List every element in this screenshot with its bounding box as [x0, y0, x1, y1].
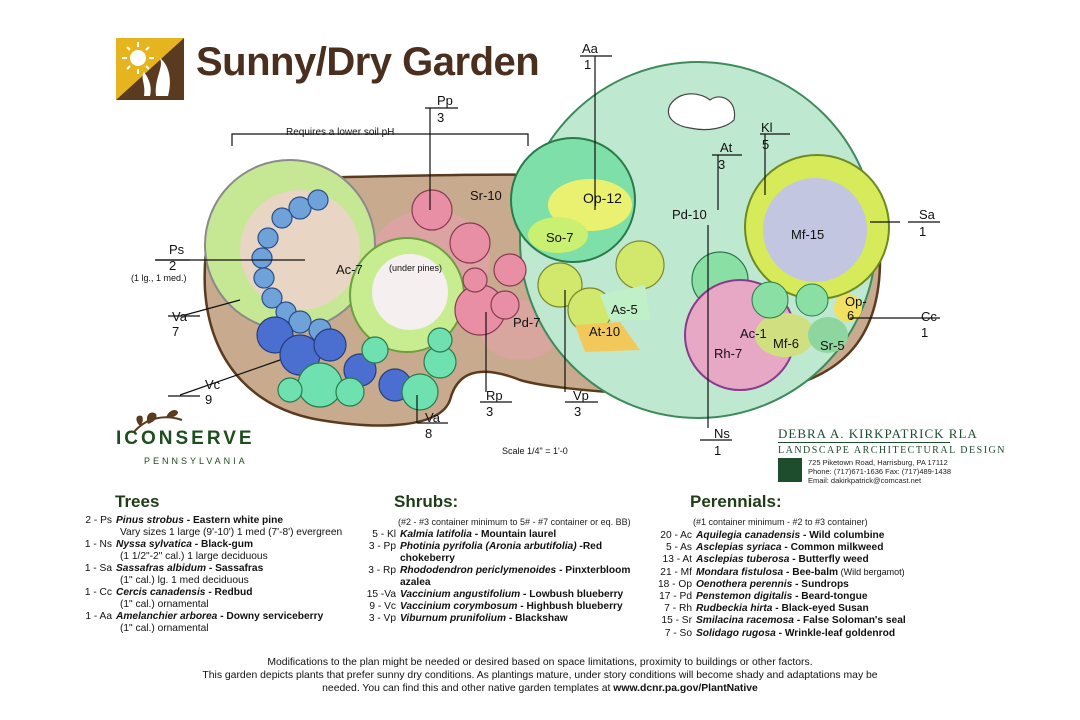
label-ac-1: Ac-1 — [740, 326, 767, 341]
label-ps: Ps — [169, 242, 185, 257]
label-at-10: At-10 — [589, 324, 621, 339]
tree-latin-name: Amelanchier arborea — [116, 611, 218, 622]
label-vp: Vp — [573, 388, 589, 403]
label-op-6: Op- — [845, 294, 867, 309]
label-va: Va — [172, 309, 187, 324]
shrub-common-name: -Red — [576, 541, 603, 552]
label-va-2: Va — [425, 410, 440, 425]
tree-latin-name: Cercis canadensis — [116, 587, 206, 598]
footer-line-1: Modifications to the plan might be needed or desired based on space limitations, proximity to buildings or other factors. — [267, 657, 813, 668]
tree-note: (1" cal.) ornamental — [120, 599, 209, 610]
label-sa-count: 1 — [919, 224, 927, 239]
tree-common-name: - Redbud — [205, 587, 253, 598]
perennial-quantity: 18 - Op — [658, 578, 692, 590]
label-kl-count: 5 — [762, 137, 770, 152]
perennial-latin-name: Mondara fistulosa — [696, 566, 784, 578]
label-rh-7: Rh-7 — [714, 346, 743, 361]
label-at: At — [720, 140, 733, 155]
perennial-quantity: 5 - As — [665, 542, 692, 554]
shrub-row — [362, 541, 602, 553]
perennial-common-name: - Sundrops — [792, 578, 849, 590]
perennial-latin-name: Asclepias tuberosa — [696, 554, 790, 566]
designer-leaf-icon — [778, 458, 802, 482]
label-soil-ph: Requires a lower soil pH — [286, 127, 395, 138]
shrub-common-name: - Highbush blueberry — [517, 601, 623, 612]
shrub-quantity: 3 - Rp — [368, 565, 396, 576]
label-as-5: As-5 — [611, 302, 638, 317]
label-mf-15: Mf-15 — [791, 227, 825, 242]
perennial-common-name: - Common milkweed — [781, 542, 884, 554]
shrub-latin-name: Rhododendron periclymenoides — [400, 565, 557, 576]
perennial-latin-name: Aquilegia canadensis — [696, 530, 801, 541]
perennial-common-name: - Beard-tongue — [792, 591, 868, 602]
tree-row — [78, 515, 283, 527]
label-under-pines: (under pines) — [389, 263, 443, 273]
iconserve-logo: ICONSERVE — [116, 428, 255, 449]
label-sa: Sa — [919, 207, 935, 222]
perennial-common-name: - Wrinkle-leaf goldenrod — [775, 627, 896, 639]
tree-quantity: 2 - Ps — [85, 515, 112, 526]
perennial-row — [658, 553, 869, 566]
shrub-common-name: - Pinxterbloom — [556, 565, 631, 576]
shrub-latin-name: Vaccinium corymbosum — [400, 601, 518, 612]
perennial-latin-name: Solidago rugosa — [696, 627, 776, 639]
tree-quantity: 1 - Sa — [84, 563, 112, 574]
shrub-quantity: 3 - Vp — [368, 613, 396, 624]
perennial-latin-name: Rudbeckia hirta — [696, 603, 773, 615]
shrub-row — [362, 601, 623, 613]
designer-address: 725 Piketown Road, Harrisburg, PA 17112 — [808, 458, 948, 467]
label-ps-count: 2 — [169, 258, 177, 273]
perennial-common-name: - Wild columbine — [800, 530, 885, 541]
shrub-row — [362, 529, 556, 541]
tree-aa-branches — [668, 94, 734, 130]
designer-divider — [778, 442, 950, 443]
iconserve-sub: PENNSYLVANIA — [144, 456, 248, 466]
tree-quantity: 1 - Ns — [84, 539, 112, 550]
perennial-quantity: 15 - Sr — [661, 615, 692, 627]
footer-link[interactable]: www.dcnr.pa.gov/PlantNative — [613, 683, 758, 694]
shrub-quantity: 5 - Kl — [372, 529, 396, 540]
page-title: Sunny/Dry Garden — [196, 40, 540, 84]
designer-phone: Phone: (717)671-1636 Fax: (717)489-1438 — [808, 467, 952, 476]
designer-email: Email: dakirkpatrick@comcast.net — [808, 476, 922, 485]
label-ps-note: (1 lg., 1 med.) — [131, 273, 187, 283]
tree-row — [78, 611, 323, 623]
perennial-latin-name: Penstemon digitalis — [696, 591, 793, 602]
perennial-common-name: - Black-eyed Susan — [772, 603, 869, 615]
shrubs-heading: Shrubs: — [394, 492, 459, 511]
footer-note — [150, 656, 930, 695]
label-at-count: 3 — [718, 157, 726, 172]
perennials-heading: Perennials: — [690, 492, 782, 511]
shrub-row — [362, 613, 568, 625]
shrub-cont: chokeberry — [400, 553, 455, 564]
shrub-quantity: 3 - Pp — [368, 541, 396, 552]
tree-row — [78, 587, 252, 599]
perennial-common-name: - Butterfly weed — [789, 554, 869, 566]
kl-shrub-3 — [796, 284, 828, 316]
tree-note: (1" cal.) ornamental — [120, 623, 209, 634]
tree-latin-name: Nyssa sylvatica — [116, 539, 192, 550]
label-so-7: So-7 — [546, 230, 574, 245]
designer-name: DEBRA A. KIRKPATRICK RLA — [778, 426, 978, 441]
perennial-row — [658, 627, 895, 640]
label-rp: Rp — [486, 388, 503, 403]
perennial-common-name: - Bee-balm — [783, 566, 839, 578]
footer-line-2: This garden depicts plants that prefer sunny dry conditions. As plantings mature, under story conditions will become shady and adaptations may be — [202, 670, 878, 681]
tree-latin-name: Sassafras albidum — [116, 563, 207, 574]
perennial-latin-name: Oenothera perennis — [696, 578, 793, 590]
perennial-quantity: 7 - So — [664, 627, 692, 639]
label-sr-5: Sr-5 — [820, 338, 845, 353]
perennial-extra: (Wild bergamot) — [838, 566, 905, 577]
label-mf-6: Mf-6 — [773, 336, 799, 351]
shrub-latin-name: Kalmia latifolia — [400, 529, 472, 540]
label-va-2-count: 8 — [425, 426, 433, 441]
perennial-latin-name: Asclepias syriaca — [696, 542, 782, 554]
label-vc-count: 9 — [205, 392, 213, 407]
perennial-common-name: - False Soloman's seal — [793, 615, 906, 627]
label-vp-count: 3 — [574, 404, 582, 419]
tree-latin-name: Pinus strobus — [116, 515, 184, 526]
shrub-latin-name: Photinia pyrifolia (Aronia arbutifolia) — [400, 541, 577, 552]
label-sr-10: Sr-10 — [470, 188, 502, 203]
label-cc: Cc — [921, 309, 937, 324]
kl-shrub-2 — [752, 282, 788, 318]
label-pd-10: Pd-10 — [672, 207, 707, 222]
shrub-common-name: - Lowbush blueberry — [520, 589, 624, 600]
label-kl: Kl — [761, 120, 773, 135]
perennial-quantity: 17 - Pd — [659, 591, 692, 602]
tree-quantity: 1 - Cc — [84, 587, 112, 598]
label-aa-count: 1 — [584, 57, 592, 72]
tree-common-name: - Black-gum — [191, 539, 254, 550]
label-cc-count: 1 — [921, 325, 929, 340]
perennial-row — [658, 529, 884, 542]
tree-note: Vary sizes 1 large (9'-10') 1 med (7'-8') evergreen — [120, 527, 343, 538]
label-pd-7: Pd-7 — [513, 315, 541, 330]
tree-common-name: - Eastern white pine — [183, 515, 284, 526]
tree-note: (1" cal.) lg. 1 med deciduous — [120, 575, 249, 586]
label-op-6-count: 6 — [847, 308, 855, 323]
label-op-12: Op-12 — [583, 190, 622, 206]
perennial-row — [658, 541, 883, 554]
perennials-container-note: (#1 container minimum - #2 to #3 container) — [693, 517, 868, 527]
shrub-cont: azalea — [400, 577, 431, 588]
label-pp-count: 3 — [437, 110, 445, 125]
shrub-common-name: - Blackshaw — [506, 613, 568, 624]
label-aa: Aa — [582, 41, 598, 56]
shrub-quantity: 9 - Vc — [369, 601, 396, 612]
label-vc: Vc — [205, 377, 221, 392]
footer-line-3 — [150, 682, 930, 695]
perennial-quantity: 7 - Rh — [664, 603, 692, 615]
perennial-row — [658, 590, 868, 603]
footer-line-3-text: needed. You can find this and other native garden templates at — [322, 683, 614, 694]
designer-title: LANDSCAPE ARCHITECTURAL DESIGN — [778, 445, 1006, 456]
trees-heading: Trees — [115, 492, 160, 511]
tree-row — [78, 539, 253, 551]
tree-common-name: - Downy serviceberry — [217, 611, 324, 622]
tree-row — [78, 563, 263, 575]
label-ns: Ns — [714, 426, 730, 441]
perennial-latin-name: Smilacina racemosa — [696, 615, 794, 627]
shrub-quantity: 15 -Va — [366, 589, 396, 600]
label-ac-7: Ac-7 — [336, 262, 363, 277]
perennial-quantity: 13 - At — [662, 554, 692, 566]
shrubs-container-note: (#2 - #3 container minimum to 5# - #7 container or eq. BB) — [398, 517, 631, 527]
shrub-latin-name: Vaccinium angustifolium — [400, 589, 521, 600]
label-va-count: 7 — [172, 324, 180, 339]
perennial-quantity: 20 - Ac — [660, 530, 692, 541]
tree-common-name: - Sassafras — [206, 563, 264, 574]
label-rp-count: 3 — [486, 404, 494, 419]
tree-quantity: 1 - Aa — [85, 611, 112, 622]
perennial-row — [658, 602, 869, 615]
perennial-row — [658, 614, 906, 627]
scale-note: Scale 1/4" = 1'-0 — [502, 446, 568, 456]
label-pp: Pp — [437, 93, 453, 108]
shrub-row — [362, 589, 623, 601]
shrub-common-name: - Mountain laurel — [471, 529, 557, 540]
shrub-row — [362, 565, 630, 577]
shrub-latin-name: Viburnum prunifolium — [400, 613, 507, 624]
perennial-row — [658, 566, 905, 579]
label-ns-count: 1 — [714, 443, 722, 458]
perennial-quantity: 21 - Mf — [660, 566, 692, 578]
perennial-row — [658, 578, 849, 591]
tree-note: (1 1/2"-2" cal.) 1 large deciduous — [120, 551, 268, 562]
